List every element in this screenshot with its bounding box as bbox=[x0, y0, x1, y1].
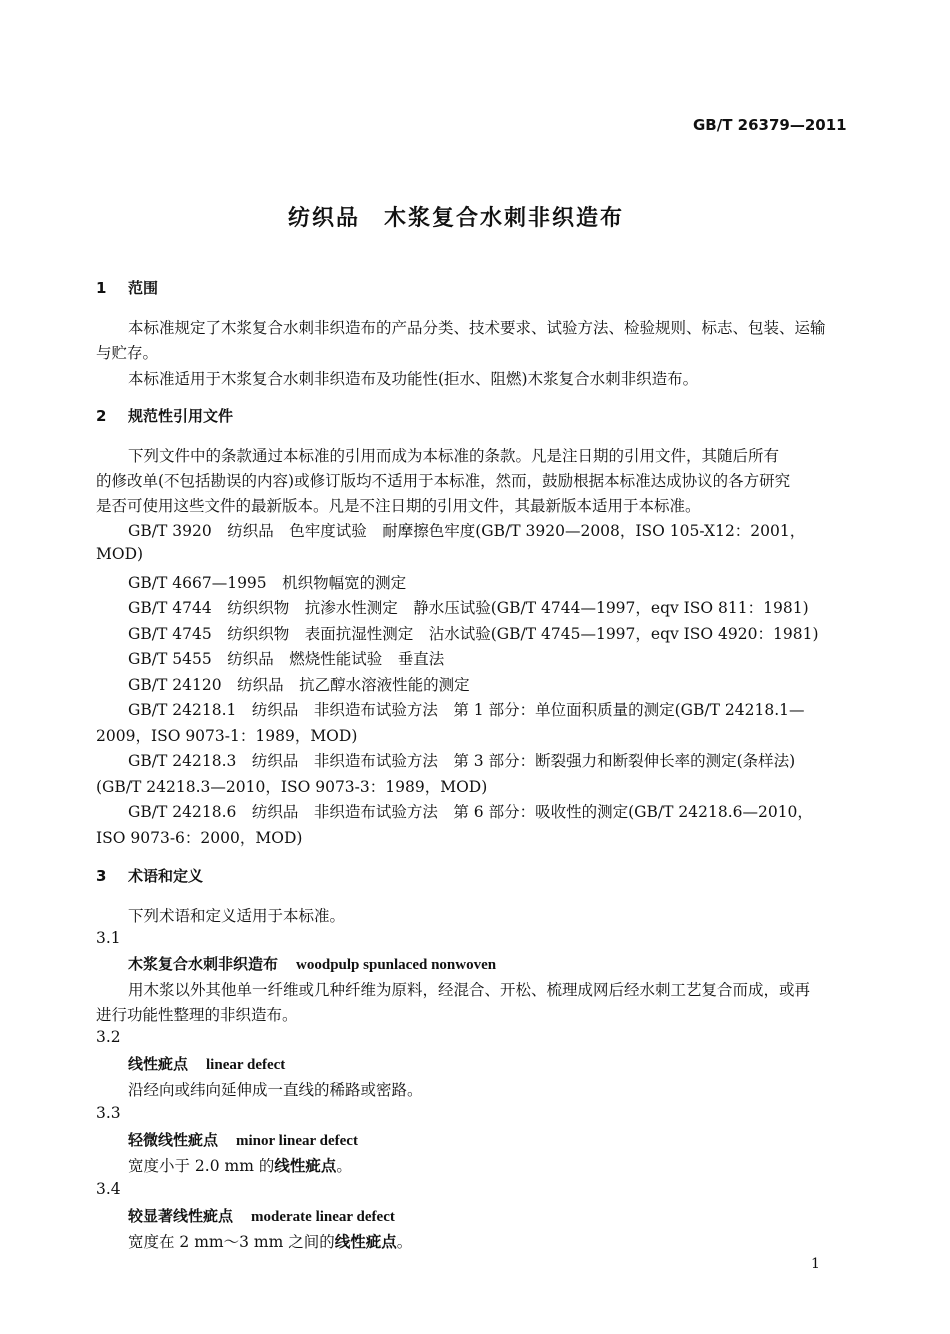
section-number: 3 bbox=[96, 867, 107, 885]
term-number: 3.1 bbox=[96, 929, 121, 947]
reference-item: GB/T 24218.1 纺织品 非织造布试验方法 第 1 部分：单位面积质量的测定(GB/T 24218.1— bbox=[128, 701, 805, 719]
term-link: 线性疵点 bbox=[274, 1156, 337, 1175]
term-zh: 线性疵点 bbox=[128, 1055, 189, 1073]
paragraph-line: 下列文件中的条款通过本标准的引用而成为本标准的条款。凡是注日期的引用文件，其随后所有 bbox=[128, 447, 780, 465]
paragraph-line: 本标准规定了木浆复合水刺非织造布的产品分类、技术要求、试验方法、检验规则、标志、包装、运输 bbox=[128, 319, 826, 337]
page-title: 纺织品 木浆复合水刺非织造布 bbox=[288, 206, 625, 231]
standard-code: GB/T 26379—2011 bbox=[693, 116, 847, 134]
term-link: 线性疵点 bbox=[334, 1232, 397, 1251]
term-title bbox=[128, 1129, 358, 1150]
term-en: moderate linear defect bbox=[251, 1209, 395, 1225]
reference-item: GB/T 3920 纺织品 色牢度试验 耐摩擦色牢度(GB/T 3920—2008，ISO 105-X12：2001， bbox=[128, 522, 806, 540]
reference-item: GB/T 24120 纺织品 抗乙醇水溶液性能的测定 bbox=[128, 676, 470, 694]
term-en: linear defect bbox=[206, 1057, 286, 1073]
reference-item: GB/T 5455 纺织品 燃烧性能试验 垂直法 bbox=[128, 650, 445, 668]
page-number: 1 bbox=[811, 1256, 820, 1272]
term-number: 3.4 bbox=[96, 1180, 121, 1198]
paragraph-line: 的修改单(不包括勘误的内容)或修订版均不适用于本标准，然而，鼓励根据本标准达成协议的各方研究 bbox=[96, 472, 791, 490]
term-title bbox=[128, 1053, 285, 1074]
term-zh: 较显著线性疵点 bbox=[128, 1207, 234, 1225]
section-title: 术语和定义 bbox=[128, 867, 204, 885]
term-en: minor linear defect bbox=[236, 1133, 358, 1149]
section-number: 2 bbox=[96, 407, 107, 425]
definition-text: 宽度小于 2.0 mm 的 bbox=[128, 1157, 275, 1175]
term-number: 3.3 bbox=[96, 1104, 121, 1122]
term-definition bbox=[128, 1230, 412, 1252]
paragraph-line: 是否可使用这些文件的最新版本。凡是不注日期的引用文件，其最新版本适用于本标准。 bbox=[96, 497, 701, 515]
paragraph-line: 与贮存。 bbox=[96, 344, 159, 362]
term-definition: 沿经向或纬向延伸成一直线的稀路或密路。 bbox=[128, 1081, 423, 1099]
term-zh: 轻微线性疵点 bbox=[128, 1131, 219, 1149]
term-title bbox=[128, 953, 496, 974]
definition-end: 。 bbox=[336, 1157, 352, 1175]
term-zh: 木浆复合水刺非织造布 bbox=[128, 955, 279, 973]
reference-item: GB/T 4745 纺织织物 表面抗湿性测定 沾水试验(GB/T 4745—1997，eqv ISO 4920：1981) bbox=[128, 625, 819, 643]
section-title: 规范性引用文件 bbox=[128, 407, 234, 425]
term-definition-cont: 进行功能性整理的非织造布。 bbox=[96, 1006, 298, 1024]
section-title: 范围 bbox=[128, 279, 159, 297]
reference-item: GB/T 24218.6 纺织品 非织造布试验方法 第 6 部分：吸收性的测定(GB/T 24218.6—2010， bbox=[128, 803, 813, 821]
reference-item: GB/T 4667—1995 机织物幅宽的测定 bbox=[128, 574, 407, 592]
definition-end: 。 bbox=[396, 1233, 413, 1251]
reference-item-cont: ISO 9073-6：2000，MOD) bbox=[96, 829, 303, 847]
term-en: woodpulp spunlaced nonwoven bbox=[296, 957, 497, 973]
paragraph-line: 下列术语和定义适用于本标准。 bbox=[128, 907, 346, 925]
term-definition: 用木浆以外其他单一纤维或几种纤维为原料，经混合、开松、梳理成网后经水刺工艺复合而成，或再 bbox=[128, 981, 811, 999]
term-title bbox=[128, 1205, 395, 1226]
reference-item-cont: (GB/T 24218.3—2010，ISO 9073-3：1989，MOD) bbox=[96, 778, 488, 796]
definition-text: 宽度在 2 mm～3 mm 之间的 bbox=[128, 1233, 335, 1251]
reference-item-cont: MOD) bbox=[96, 545, 144, 563]
reference-item-cont: 2009，ISO 9073-1：1989，MOD) bbox=[96, 727, 358, 745]
reference-item: GB/T 4744 纺织织物 抗渗水性测定 静水压试验(GB/T 4744—1997，eqv ISO 811：1981) bbox=[128, 599, 809, 617]
term-number: 3.2 bbox=[96, 1028, 121, 1046]
section-3-heading bbox=[96, 865, 203, 886]
section-1-heading bbox=[96, 277, 158, 298]
term-definition bbox=[128, 1154, 352, 1176]
section-2-heading bbox=[96, 405, 233, 426]
section-number: 1 bbox=[96, 279, 107, 297]
reference-item: GB/T 24218.3 纺织品 非织造布试验方法 第 3 部分：断裂强力和断裂伸长率的测定(条样法) bbox=[128, 752, 796, 770]
paragraph-line: 本标准适用于木浆复合水刺非织造布及功能性(拒水、阻燃)木浆复合水刺非织造布。 bbox=[128, 370, 699, 388]
